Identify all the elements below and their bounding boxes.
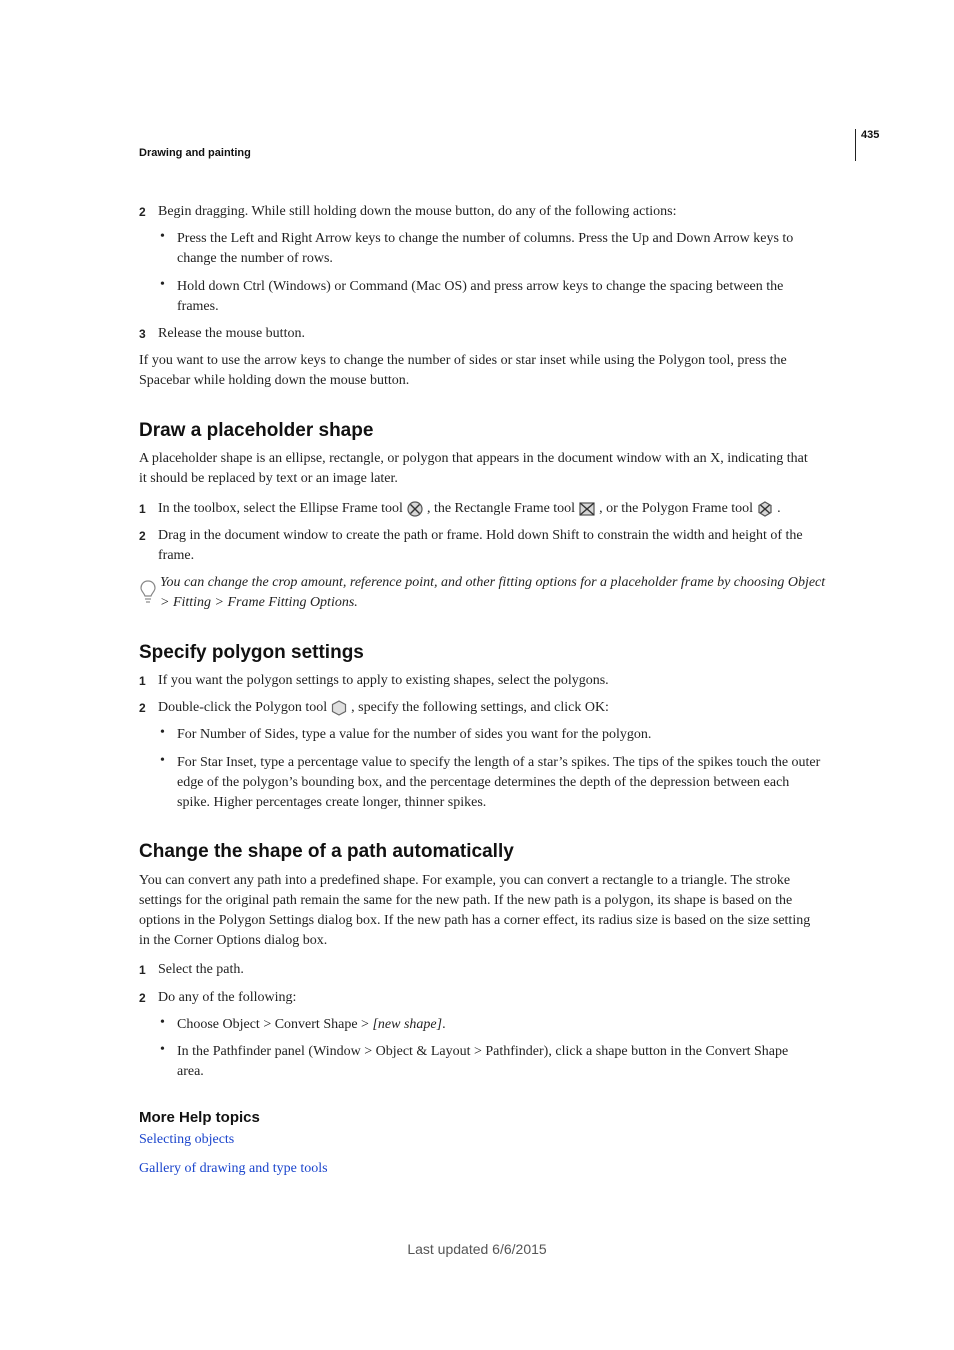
bullet: • (160, 277, 165, 292)
step-number: 2 (139, 701, 146, 715)
bullet-text: change the number of rows. (177, 251, 333, 266)
bullet-text-part: . (442, 1017, 446, 1032)
step-text (158, 698, 609, 718)
step-number: 2 (139, 205, 146, 219)
step-text-part: In the toolbox, select the Ellipse Frame tool (158, 501, 403, 516)
last-updated: Last updated 6/6/2015 (407, 1241, 547, 1257)
link-gallery-drawing-type-tools[interactable]: Gallery of drawing and type tools (139, 1161, 328, 1176)
paragraph: settings for the original path remain the same for the new path. If the new path is a polygon, its shape is based on the (139, 893, 793, 908)
more-help-heading: More Help topics (139, 1109, 260, 1126)
lightbulb-tip-icon (139, 579, 157, 607)
tip-text: > Fitting > Frame Fitting Options. (160, 595, 358, 610)
page-number: 435 (861, 129, 880, 141)
step-text: Select the path. (158, 962, 244, 977)
bullet-text: edge of the polygon’s bounding box, and the percentage determines the depth of the depression between each (177, 775, 790, 790)
section-heading: Change the shape of a path automatically (139, 841, 514, 862)
bullet: • (160, 1042, 165, 1057)
paragraph: Spacebar while holding down the mouse button. (139, 373, 410, 388)
step-text: Drag in the document window to create the path or frame. Hold down Shift to constrain the width and height of the (158, 528, 803, 543)
step-text-part: , specify the following settings, and click OK: (351, 700, 609, 715)
section-heading: Specify polygon settings (139, 642, 364, 663)
step-text-part: . (777, 501, 781, 516)
bullet-text: For Star Inset, type a percentage value to specify the length of a star’s spikes. The tips of the spikes touch the outer (177, 755, 821, 770)
step-number: 2 (139, 991, 146, 1005)
bullet-text: Hold down Ctrl (Windows) or Command (Mac OS) and press arrow keys to change the spacing between the (177, 279, 784, 294)
polygon-tool-icon (330, 699, 348, 717)
bullet: • (160, 753, 165, 768)
link-selecting-objects[interactable]: Selecting objects (139, 1132, 235, 1147)
paragraph: options in the Polygon Settings dialog box. If the new path has a corner effect, its radius size is based on the size setting (139, 913, 811, 928)
tip-text: You can change the crop amount, reference point, and other fitting options for a placeholder frame by choosing Object (160, 575, 826, 590)
bullet: • (160, 1015, 165, 1030)
step-text-part: , or the Polygon Frame tool (599, 501, 754, 516)
bullet-text: Press the Left and Right Arrow keys to change the number of columns. Press the Up and Down Arrow keys to (177, 231, 794, 246)
step-text: Begin dragging. While still holding down the mouse button, do any of the following actions: (158, 204, 677, 219)
paragraph: it should be replaced by text or an image later. (139, 471, 398, 486)
bullet-text: For Number of Sides, type a value for the number of sides you want for the polygon. (177, 727, 652, 742)
bullet-text (177, 1015, 446, 1035)
bullet-text-part: Choose Object > Convert Shape > (177, 1017, 373, 1032)
bullet-text: frames. (177, 299, 219, 314)
ellipse-frame-tool-icon (406, 500, 424, 518)
paragraph: A placeholder shape is an ellipse, rectangle, or polygon that appears in the document window with an X, indicating that (139, 451, 808, 466)
step-text-part: , the Rectangle Frame tool (426, 501, 576, 516)
step-number: 1 (139, 502, 146, 516)
step-text: frame. (158, 548, 195, 563)
paragraph: in the Corner Options dialog box. (139, 933, 328, 948)
step-number: 1 (139, 674, 146, 688)
bullet-text: In the Pathfinder panel (Window > Object & Layout > Pathfinder), click a shape button in the Convert Shape (177, 1044, 789, 1059)
paragraph: You can convert any path into a predefined shape. For example, you can convert a rectangle to a triangle. The stroke (139, 873, 791, 888)
header-divider (855, 129, 856, 161)
step-number: 2 (139, 529, 146, 543)
section-title: Drawing and painting (139, 147, 251, 159)
bullet-text: spike. Higher percentages create longer, thinner spikes. (177, 795, 487, 810)
section-heading: Draw a placeholder shape (139, 420, 374, 441)
step-text-part: Double-click the Polygon tool (158, 700, 328, 715)
step-number: 1 (139, 963, 146, 977)
bullet: • (160, 725, 165, 740)
rectangle-frame-tool-icon (578, 500, 596, 518)
paragraph: If you want to use the arrow keys to change the number of sides or star inset while using the Polygon tool, press the (139, 353, 787, 368)
bullet-text: area. (177, 1064, 204, 1079)
bullet: • (160, 229, 165, 244)
polygon-frame-tool-icon (756, 500, 774, 518)
step-text: Do any of the following: (158, 990, 297, 1005)
step-number: 3 (139, 327, 146, 341)
step-text: Release the mouse button. (158, 326, 305, 341)
step-text (158, 499, 781, 519)
bullet-text-part: [new shape] (372, 1017, 443, 1032)
step-text: If you want the polygon settings to apply to existing shapes, select the polygons. (158, 673, 609, 688)
